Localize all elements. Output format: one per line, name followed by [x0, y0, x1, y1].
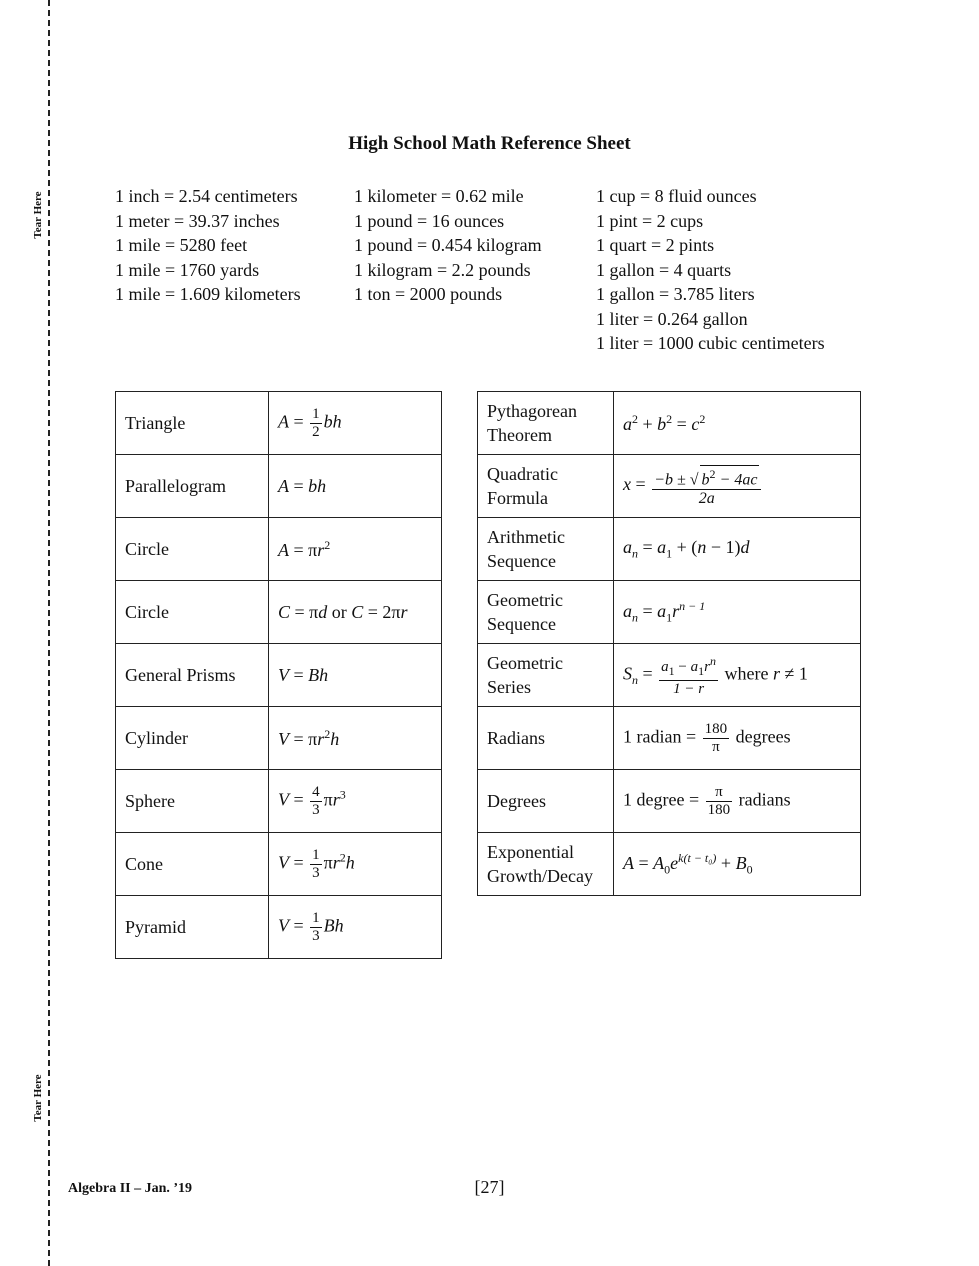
conversion-line: 1 pound = 0.454 kilogram [354, 235, 542, 255]
formula-name: Exponential Growth/Decay [478, 833, 614, 896]
table-row [478, 455, 861, 518]
formula-name: Quadratic Formula [478, 455, 614, 518]
page-title: High School Math Reference Sheet [348, 133, 631, 154]
table-row [478, 392, 861, 455]
table-row [116, 392, 442, 455]
conversion-column-length [115, 184, 301, 307]
conversion-line: 1 mile = 1.609 kilometers [115, 284, 301, 304]
shape-name: Pyramid [116, 896, 269, 959]
conversion-line: 1 cup = 8 fluid ounces [596, 186, 757, 206]
shape-name: Circle [116, 581, 269, 644]
formula-name: Geometric Series [478, 644, 614, 707]
conversion-line: 1 meter = 39.37 inches [115, 210, 280, 231]
formula-name: Pythagorean Theorem [478, 392, 614, 455]
formula-name: Radians [478, 707, 614, 770]
formula-quadratic: x = $\frac{-b \pm √ b^2 - 4ac}{2a}$ [614, 455, 861, 518]
shape-name: Circle [116, 518, 269, 581]
conversion-line: 1 mile = 1760 yards [115, 259, 260, 280]
conversion-line: 1 pint = 2 cups [596, 210, 704, 231]
formula-geometric-series: $S_n$ = $\frac{a_1 - a_1r^n}{1 - r}$ where r ≠ 1 [614, 644, 861, 707]
exam-label: Algebra II – Jan. ’19 [68, 1181, 193, 1196]
conversion-line: 1 kilometer = 0.62 mile [354, 186, 524, 206]
formula-triangle-area: A = $\frac{1}{2}$ bh [269, 392, 442, 455]
conversion-line: 1 ton = 2000 pounds [354, 284, 503, 304]
conversion-line: 1 liter = 1000 cubic centimeters [596, 333, 825, 353]
conversion-line: 1 quart = 2 pints [596, 235, 715, 255]
shape-name: Cone [116, 833, 269, 896]
formula-name: Geometric Sequence [478, 581, 614, 644]
table-row [116, 644, 442, 707]
table-row [116, 518, 442, 581]
formula-circle-area: $A = \pi r^2$ [269, 518, 442, 581]
formula-geometric-sequence: $a_n = a_1r^{n - 1}$ [614, 581, 861, 644]
conversion-line: 1 gallon = 3.785 liters [596, 284, 755, 304]
formula-exponential: $A = A_0e^{k(t - t_0)} + B_0$ [614, 833, 861, 896]
table-row [116, 581, 442, 644]
table-row [116, 833, 442, 896]
formula-radians: 1 radian = $\frac{180}{\pi}$ degrees [614, 707, 861, 770]
conversion-line: 1 gallon = 4 quarts [596, 259, 732, 280]
table-row [116, 770, 442, 833]
shape-name: Cylinder [116, 707, 269, 770]
formula-pyramid-volume: V = $\frac{1}{3}$ Bh [269, 896, 442, 959]
conversion-column-weight [354, 184, 542, 307]
table-row [478, 581, 861, 644]
conversion-line: 1 inch = 2.54 centimeters [115, 186, 298, 206]
table-row [478, 707, 861, 770]
table-row [116, 455, 442, 518]
formula-circle-circumference: C = πd or C = 2πr [269, 581, 442, 644]
conversion-line: 1 liter = 0.264 gallon [596, 308, 748, 329]
geometry-formula-table [115, 391, 442, 959]
tear-line [48, 0, 50, 1266]
formula-name: Arithmetic Sequence [478, 518, 614, 581]
table-row [478, 518, 861, 581]
formula-sphere-volume: V = $\frac{4}{3}$ $\pi r^3$ [269, 770, 442, 833]
conversion-line: 1 pound = 16 ounces [354, 210, 505, 231]
formula-parallelogram-area: A = bh [269, 455, 442, 518]
formula-name: Degrees [478, 770, 614, 833]
shape-name: Sphere [116, 770, 269, 833]
formula-prism-volume: V = Bh [269, 644, 442, 707]
conversion-column-volume [596, 184, 825, 356]
page-number: [27] [474, 1177, 505, 1197]
table-row [478, 644, 861, 707]
shape-name: Parallelogram [116, 455, 269, 518]
formula-degrees: 1 degree = $\frac{\pi}{180}$ radians [614, 770, 861, 833]
table-row [478, 833, 861, 896]
algebra-formula-table [477, 391, 861, 896]
formula-cone-volume: V = $\frac{1}{3}$ $\pi r^2h$ [269, 833, 442, 896]
table-row [478, 770, 861, 833]
shape-name: General Prisms [116, 644, 269, 707]
formula-arithmetic-sequence: $a_n = a_1 + (n - 1)d$ [614, 518, 861, 581]
formula-pythagorean: $a^2 + b^2 = c^2$ [614, 392, 861, 455]
formula-cylinder-volume: $V = \pi r^2h$ [269, 707, 442, 770]
table-row [116, 707, 442, 770]
conversion-line: 1 kilogram = 2.2 pounds [354, 259, 531, 280]
conversion-line: 1 mile = 5280 feet [115, 235, 248, 255]
table-row [116, 896, 442, 959]
shape-name: Triangle [116, 392, 269, 455]
